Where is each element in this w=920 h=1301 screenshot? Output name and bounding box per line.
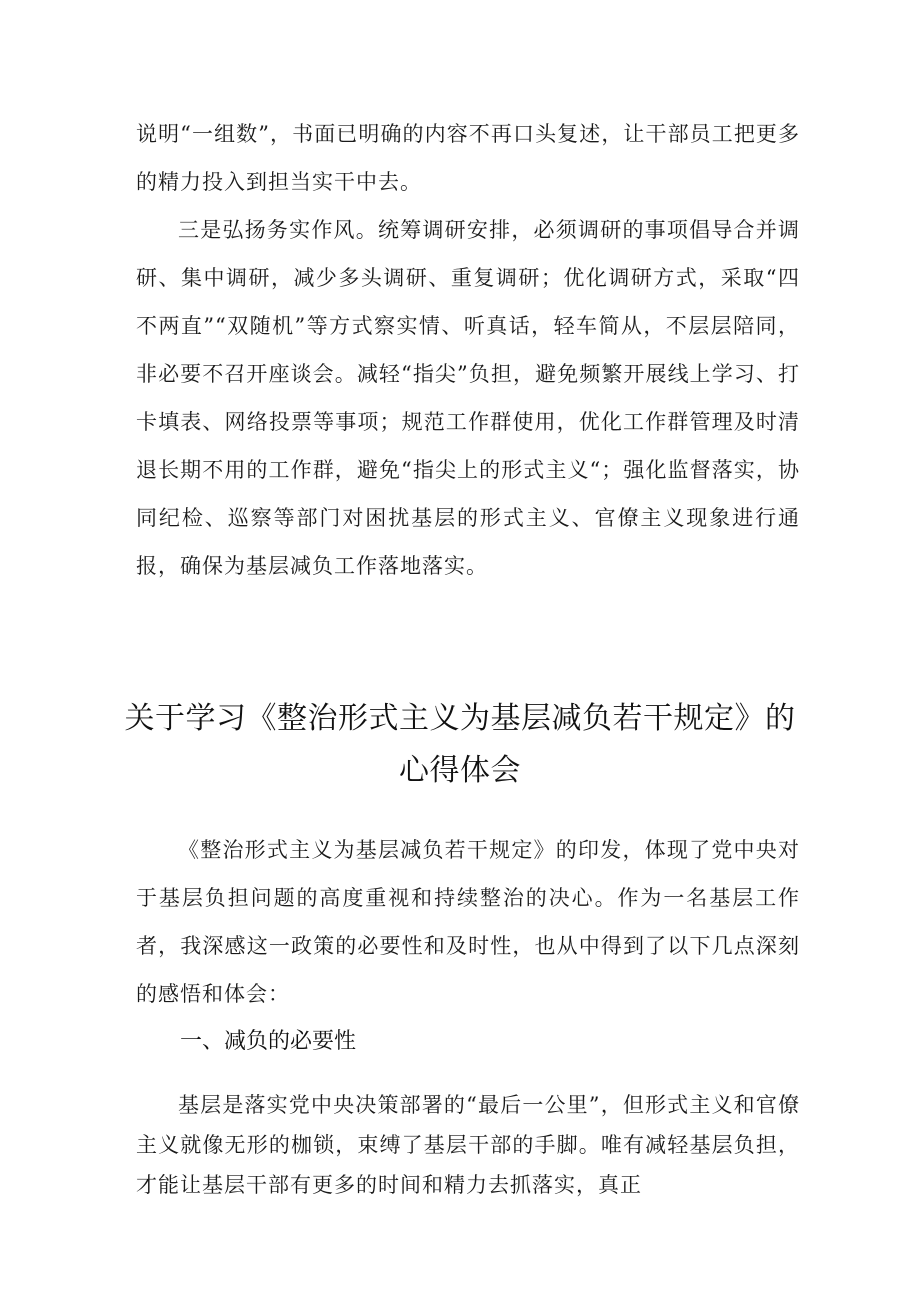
point-three-paragraph: 三是弘扬务实作风。统筹调研安排，必须调研的事项倡导合并调研、集中调研，减少多头调研、重复调研；优化调研方式，采取“四不两直”“双随机”等方式察实情、听真话，轻车简从，不层层陪同，非必要不召开座谈会。减轻“指尖”负担，避免频繁开展线上学习、打卡填表、网络投票等事项；规范工作群使用，优化工作群管理及时清退长期不用的工作群，避免“指尖上的形式主义“；强化监督落实，协同纪检、巡察等部门对困扰基层的形式主义、官僚主义现象进行通报，确保为基层减负工作落地落实。 <box>136 218 800 578</box>
necessity-paragraph: 基层是落实党中央决策部署的“最后一公里”，但形式主义和官僚主义就像无形的枷锁，束缚了基层干部的手脚。唯有减轻基层负担，才能让基层干部有更多的时间和精力去抓落实，真正 <box>136 1093 800 1197</box>
intro-paragraph: 《整治形式主义为基层减负若干规定》的印发，体现了党中央对于基层负担问题的高度重视和持续整治的决心。作为一名基层工作者，我深感这一政策的必要性和及时性，也从中得到了以下几点深刻的感悟和体会： <box>136 838 800 1006</box>
previous-article-tail <box>136 110 800 590</box>
necessity-section <box>136 1085 800 1205</box>
intro-section <box>136 826 800 1018</box>
article-title: 关于学习《整治形式主义为基层减负若干规定》的心得体会 <box>124 701 796 788</box>
continued-paragraph: 说明“一组数”，书面已明确的内容不再口头复述，让干部员工把更多的精力投入到担当实干中去。 <box>136 122 800 194</box>
section-heading-necessity: 一、减负的必要性 <box>180 1029 357 1054</box>
